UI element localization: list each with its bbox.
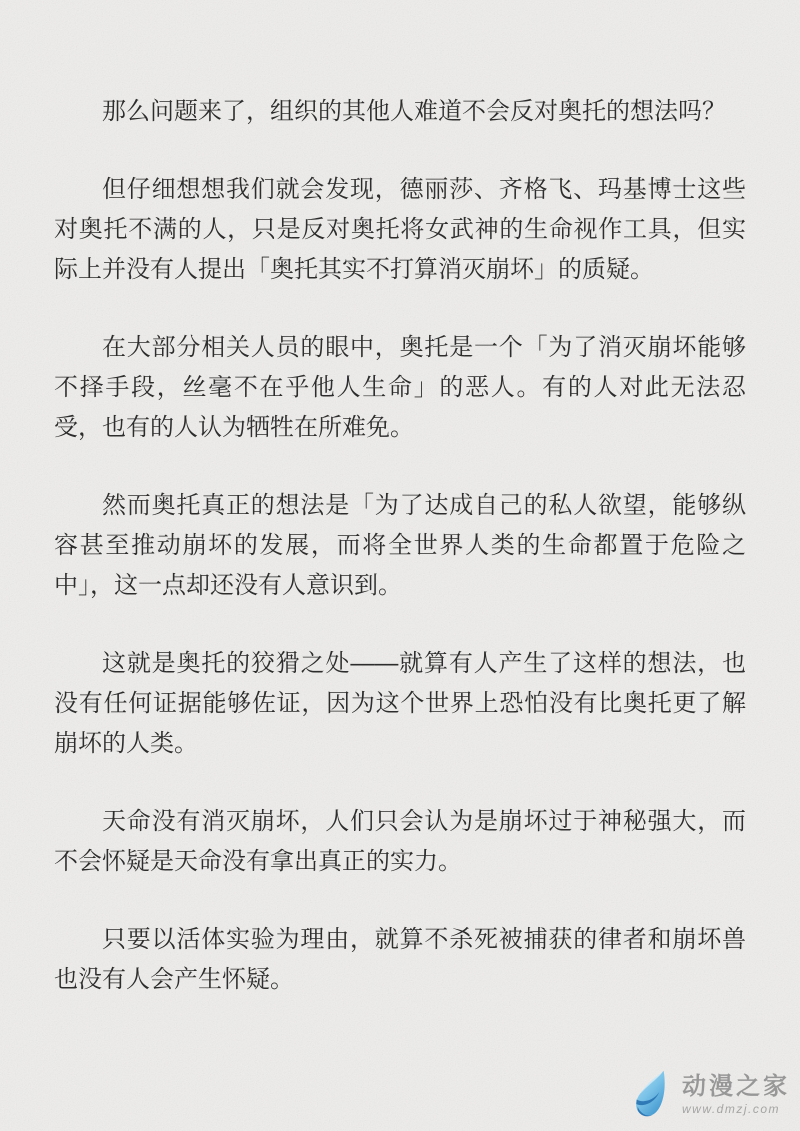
watermark-site-url: www.dmzj.com (682, 1102, 781, 1117)
dmzj-logo-icon (629, 1069, 675, 1121)
paragraph: 但仔细想想我们就会发现，德丽莎、齐格飞、玛基博士这些对奥托不满的人，只是反对奥托将女武神的生命视作工具，但实际上并没有人提出「奥托其实不打算消灭崩坏」的质疑。 (54, 176, 746, 283)
watermark-site-name: 动漫之家 (682, 1072, 790, 1100)
article-body (54, 92, 746, 1038)
paragraph: 天命没有消灭崩坏，人们只会认为是崩坏过于神秘强大，而不会怀疑是天命没有拿出真正的实力。 (54, 808, 746, 875)
paragraph: 这就是奥托的狡猾之处——就算有人产生了这样的想法，也没有任何证据能够佐证，因为这个世界上恐怕没有比奥托更了解崩坏的人类。 (54, 650, 746, 757)
paragraph: 然而奥托真正的想法是「为了达成自己的私人欲望，能够纵容甚至推动崩坏的发展，而将全世界人类的生命都置于危险之中」，这一点却还没有人意识到。 (54, 492, 746, 599)
watermark (629, 1069, 790, 1121)
paragraph: 那么问题来了，组织的其他人难道不会反对奥托的想法吗？ (102, 98, 726, 125)
watermark-text (682, 1074, 790, 1116)
paragraph: 在大部分相关人员的眼中，奥托是一个「为了消灭崩坏能够不择手段，丝毫不在乎他人生命」的恶人。有的人对此无法忍受，也有的人认为牺牲在所难免。 (54, 334, 746, 441)
paragraph: 只要以活体实验为理由，就算不杀死被捕获的律者和崩坏兽也没有人会产生怀疑。 (54, 926, 746, 993)
